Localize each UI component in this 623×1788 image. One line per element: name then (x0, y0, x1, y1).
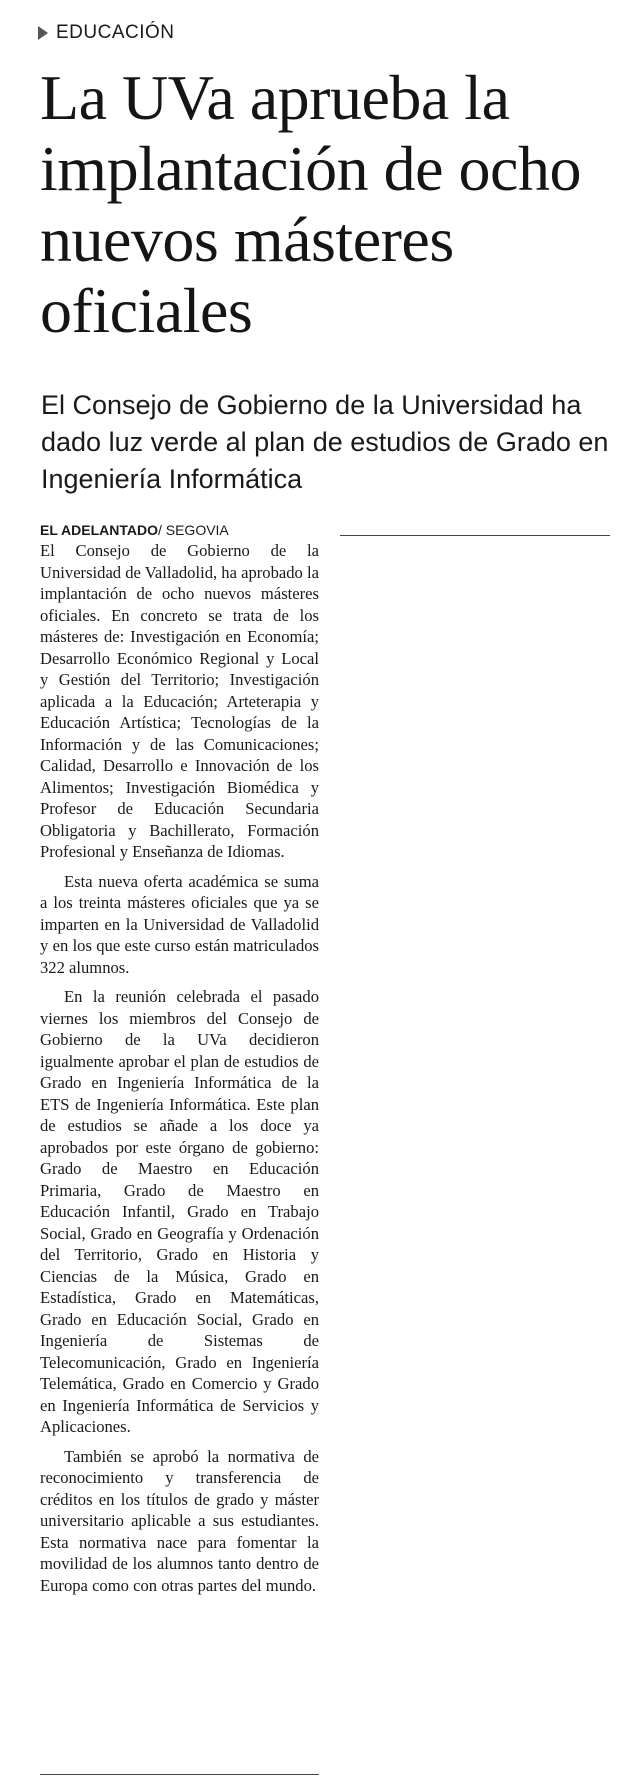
byline-separator: / (157, 522, 166, 538)
body-paragraph: También se aprobó la normativa de reconocimiento y transferencia de créditos en los títulos de grado y máster universitario aplicable a sus estudiantes. Esta normativa nace para fomentar la movilidad de los alumnos tanto dentro de Europa como con otras partes del mundo. (40, 1446, 319, 1595)
triangle-arrow-icon (38, 26, 48, 40)
column-divider-rule (340, 535, 610, 536)
body-paragraph: El Consejo de Gobierno de la Universidad de Valladolid, ha aprobado la implantación de ocho nuevos másteres oficiales. En concreto se trata de los másteres de: Investigación en Economía; Desarrollo Económico Regional y Local y Gestión del Territorio; Investigación aplicada a la Educación; Arteterapia y Educación Artística; Tecnologías de la Información y de las Comunicaciones; Calidad, Desarrollo e Innovación de los Alimentos; Investigación Biomédica y Profesor de Educación Secundaria Obligatoria y Bachillerato, Formación Profesional y Enseñanza de Idiomas. (40, 541, 319, 861)
byline-source: EL ADELANTADO (40, 522, 158, 538)
section-label: EDUCACIÓN (56, 22, 175, 43)
section-tag (38, 20, 175, 46)
byline (40, 521, 229, 539)
subtitle: El Consejo de Gobierno de la Universidad ha dado luz verde al plan de estudios de Grado en Ingeniería Informática (41, 390, 609, 494)
headline: La UVa aprueba la implantación de ocho nuevos másteres oficiales (40, 62, 581, 346)
bottom-rule (40, 1774, 319, 1775)
byline-location: SEGOVIA (165, 522, 229, 538)
body-paragraph: En la reunión celebrada el pasado viernes los miembros del Consejo de Gobierno de la UVa decidieron igualmente aprobar el plan de estudios de Grado en Ingeniería Informática de la ETS de Ingeniería Informática. Este plan de estudios se añade a los doce ya aprobados por este órgano de gobierno: Grado de Maestro en Educación Primaria, Grado de Maestro en Educación Infantil, Grado en Trabajo Social, Grado en Geografía y Ordenación del Territorio, Grado en Historia y Ciencias de la Música, Grado en Estadística, Grado en Matemáticas, Grado en Educación Social, Grado en Ingeniería de Sistemas de Telecomunicación, Grado en Ingeniería Telemática, Grado en Comercio y Grado en Ingeniería Informática de Servicios y Aplicaciones. (40, 987, 319, 1436)
article-body (40, 540, 319, 1596)
body-paragraph: Esta nueva oferta académica se suma a los treinta másteres oficiales que ya se imparten en la Universidad de Valladolid y en los que este curso están matriculados 322 alumnos. (40, 871, 319, 977)
